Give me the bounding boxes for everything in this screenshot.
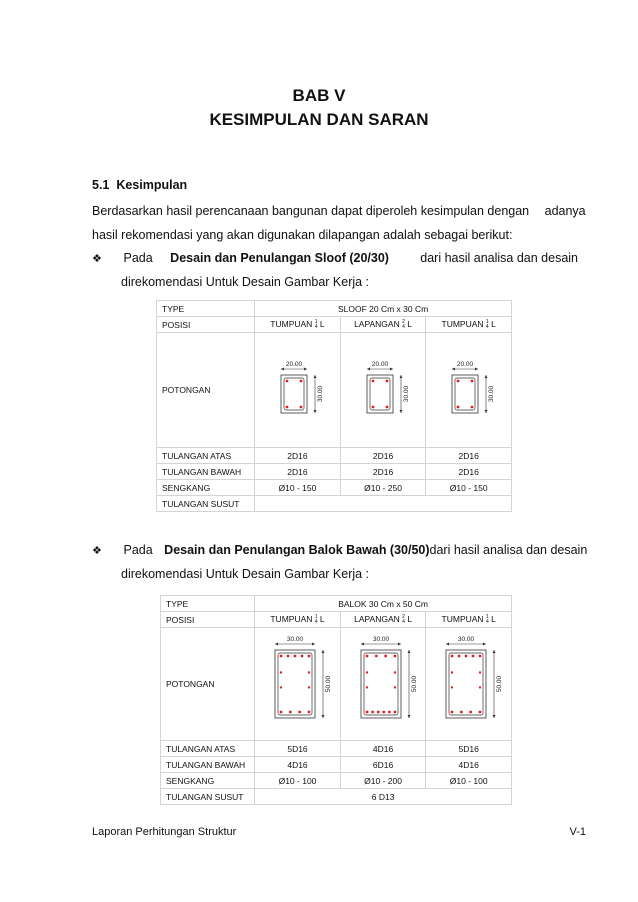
stirrup xyxy=(449,653,483,715)
rebar-dot xyxy=(458,655,461,658)
row-label: TULANGAN BAWAH xyxy=(161,757,255,773)
bullet-pada: Pada xyxy=(123,251,153,265)
rebar-dot xyxy=(289,711,292,714)
rebar-dot xyxy=(280,711,283,714)
cross-section-cell xyxy=(255,628,341,741)
rebar-dot xyxy=(298,711,301,714)
side-rebar-dot xyxy=(280,686,282,688)
side-rebar-dot xyxy=(479,671,481,673)
rebar-dot xyxy=(384,655,387,658)
rebar-dot xyxy=(365,655,368,658)
height-dimension-label: 30.00 xyxy=(488,385,496,403)
potongan-label: POTONGAN xyxy=(157,333,255,448)
stirrup xyxy=(455,378,475,410)
side-rebar-dot xyxy=(451,671,453,673)
width-dimension-label: 20.00 xyxy=(371,361,388,368)
row-label: TULANGAN ATAS xyxy=(157,448,255,464)
posisi-cell: TUMPUAN 1 4 L xyxy=(255,317,341,333)
rebar-dot xyxy=(286,380,289,383)
stirrup xyxy=(284,378,304,410)
rebar-dot xyxy=(465,655,468,658)
cross-section-cell xyxy=(426,628,512,741)
rebar-dot xyxy=(301,655,304,658)
posisi-cell: TUMPUAN 1 4 L xyxy=(426,612,512,628)
rebar-dot xyxy=(382,711,385,714)
bullet-tail: dari hasil analisa dan desain xyxy=(429,543,588,557)
rebar-dot xyxy=(457,406,460,409)
concrete-outline xyxy=(446,650,486,718)
stirrup xyxy=(364,653,398,715)
bullet-line-2: direkomendasi Untuk Desain Gambar Kerja : xyxy=(121,275,370,289)
rebar-dot xyxy=(286,406,289,409)
rebar-dot xyxy=(388,711,391,714)
rebar-dot xyxy=(308,711,311,714)
cross-section-drawing xyxy=(255,628,339,738)
posisi-label: POSISI xyxy=(157,317,255,333)
rebar-dot xyxy=(294,655,297,658)
row-label: TULANGAN BAWAH xyxy=(157,464,255,480)
row-value: 2D16 xyxy=(426,464,512,480)
type-label: TYPE xyxy=(161,596,255,612)
rebar-dot xyxy=(371,406,374,409)
cross-section-drawing xyxy=(341,333,425,445)
rebar-dot xyxy=(371,711,374,714)
cross-section-drawing xyxy=(255,333,339,445)
rebar-dot xyxy=(377,711,380,714)
section-heading xyxy=(92,178,187,192)
rebar-dot xyxy=(375,655,378,658)
susut-value: 6 D13 xyxy=(255,789,512,805)
rebar-dot xyxy=(460,711,463,714)
diamond-bullet-icon: ❖ xyxy=(92,545,102,557)
height-dimension-label: 30.00 xyxy=(402,385,410,403)
height-dimension-label: 30.00 xyxy=(317,385,325,403)
rebar-dot xyxy=(385,406,388,409)
rebar-dot xyxy=(365,711,368,714)
susut-label: TULANGAN SUSUT xyxy=(157,496,255,512)
row-value: 4D16 xyxy=(340,741,426,757)
side-rebar-dot xyxy=(451,686,453,688)
side-rebar-dot xyxy=(479,686,481,688)
side-rebar-dot xyxy=(308,671,310,673)
row-value: Ø10 - 100 xyxy=(255,773,341,789)
section-number: 5.1 xyxy=(92,178,110,192)
height-dimension-label: 50.00 xyxy=(325,675,333,693)
cross-section-cell xyxy=(340,628,426,741)
side-rebar-dot xyxy=(394,671,396,673)
concrete-outline xyxy=(367,375,393,413)
rebar-dot xyxy=(470,711,473,714)
side-rebar-dot xyxy=(366,686,368,688)
rebar-dot xyxy=(308,655,311,658)
row-label: SENGKANG xyxy=(161,773,255,789)
row-value: 6D16 xyxy=(340,757,426,773)
height-dimension-label: 50.00 xyxy=(496,675,504,693)
type-value: SLOOF 20 Cm x 30 Cm xyxy=(255,301,512,317)
width-dimension-label: 20.00 xyxy=(457,361,474,368)
footer-title: Laporan Perhitungan Struktur xyxy=(92,826,237,838)
row-value: 5D16 xyxy=(426,741,512,757)
rebar-dot xyxy=(451,711,454,714)
type-label: TYPE xyxy=(157,301,255,317)
concrete-outline xyxy=(281,375,307,413)
rebar-dot xyxy=(300,380,303,383)
rebar-dot xyxy=(471,380,474,383)
posisi-cell: TUMPUAN 1 4 L xyxy=(255,612,341,628)
concrete-outline xyxy=(452,375,478,413)
row-value: Ø10 - 200 xyxy=(340,773,426,789)
cross-section-cell xyxy=(426,333,512,448)
potongan-label: POTONGAN xyxy=(161,628,255,741)
row-label: TULANGAN ATAS xyxy=(161,741,255,757)
row-value: 4D16 xyxy=(426,757,512,773)
rebar-dot xyxy=(287,655,290,658)
cross-section-drawing xyxy=(426,333,510,445)
bullet-subject: Desain dan Penulangan Balok Bawah (30/50) xyxy=(164,543,430,557)
balok-table xyxy=(160,595,512,805)
susut-value xyxy=(255,496,512,512)
bullet-pada: Pada xyxy=(123,543,153,557)
rebar-dot xyxy=(300,406,303,409)
rebar-dot xyxy=(393,655,396,658)
rebar-dot xyxy=(457,380,460,383)
cross-section-drawing xyxy=(341,628,425,738)
bullet-item-sloof xyxy=(92,251,578,265)
posisi-label: POSISI xyxy=(161,612,255,628)
row-value: 2D16 xyxy=(255,448,341,464)
stirrup xyxy=(370,378,390,410)
type-value: BALOK 30 Cm x 50 Cm xyxy=(255,596,512,612)
side-rebar-dot xyxy=(280,671,282,673)
rebar-dot xyxy=(471,406,474,409)
diamond-bullet-icon: ❖ xyxy=(92,253,102,265)
rebar-dot xyxy=(385,380,388,383)
posisi-cell: TUMPUAN 1 4 L xyxy=(426,317,512,333)
rebar-dot xyxy=(451,655,454,658)
row-label: SENGKANG xyxy=(157,480,255,496)
intro-line-1a: Berdasarkan hasil perencanaan bangunan dapat diperoleh kesimpulan dengan xyxy=(92,204,530,218)
intro-line-2: hasil rekomendasi yang akan digunakan dilapangan adalah sebagai berikut: xyxy=(92,228,513,242)
chapter-title: KESIMPULAN DAN SARAN xyxy=(209,110,429,129)
cross-section-cell xyxy=(255,333,341,448)
width-dimension-label: 20.00 xyxy=(285,361,303,368)
cross-section-drawing xyxy=(426,628,510,738)
side-rebar-dot xyxy=(366,671,368,673)
row-value: 2D16 xyxy=(340,464,426,480)
bullet-line-2: direkomendasi Untuk Desain Gambar Kerja : xyxy=(121,567,370,581)
row-value: Ø10 - 250 xyxy=(340,480,426,496)
cross-section-cell xyxy=(340,333,426,448)
stirrup xyxy=(278,653,312,715)
bullet-tail: dari hasil analisa dan desain xyxy=(420,251,578,265)
width-dimension-label: 30.00 xyxy=(458,636,475,643)
chapter-number: BAB V xyxy=(292,86,346,105)
concrete-outline xyxy=(361,650,401,718)
side-rebar-dot xyxy=(394,686,396,688)
side-rebar-dot xyxy=(308,686,310,688)
row-value: 2D16 xyxy=(426,448,512,464)
rebar-dot xyxy=(371,380,374,383)
concrete-outline xyxy=(275,650,315,718)
page-number: V-1 xyxy=(569,826,586,838)
posisi-cell: LAPANGAN 2 4 L xyxy=(340,612,426,628)
row-value: 4D16 xyxy=(255,757,341,773)
row-value: Ø10 - 150 xyxy=(426,480,512,496)
width-dimension-label: 30.00 xyxy=(372,636,389,643)
bullet-subject: Desain dan Penulangan Sloof (20/30) xyxy=(170,251,389,265)
rebar-dot xyxy=(280,655,283,658)
intro-line-1 xyxy=(92,204,586,218)
sloof-table xyxy=(156,300,512,512)
width-dimension-label: 30.00 xyxy=(287,636,304,643)
row-value: Ø10 - 100 xyxy=(426,773,512,789)
intro-line-1b: adanya xyxy=(544,204,586,218)
row-value: 5D16 xyxy=(255,741,341,757)
height-dimension-label: 50.00 xyxy=(410,675,418,693)
rebar-dot xyxy=(472,655,475,658)
row-value: 2D16 xyxy=(340,448,426,464)
rebar-dot xyxy=(479,655,482,658)
susut-label: TULANGAN SUSUT xyxy=(161,789,255,805)
rebar-dot xyxy=(393,711,396,714)
row-value: Ø10 - 150 xyxy=(255,480,341,496)
rebar-dot xyxy=(479,711,482,714)
row-value: 2D16 xyxy=(255,464,341,480)
section-title: Kesimpulan xyxy=(116,178,188,192)
posisi-cell: LAPANGAN 2 4 L xyxy=(340,317,426,333)
bullet-item-balok xyxy=(92,543,588,557)
